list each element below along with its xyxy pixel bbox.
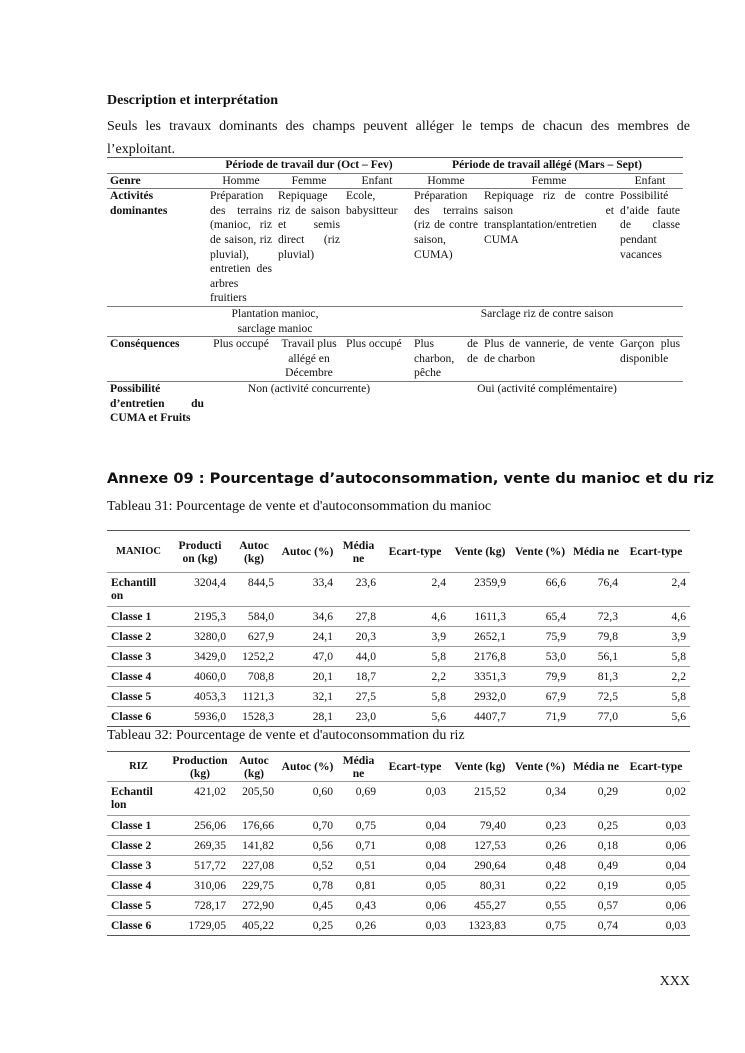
table-cell: 0,05 [622,876,690,896]
row-label: Classe 4 [107,667,170,687]
table-cell: 0,18 [570,836,622,856]
table-cell: 2,2 [380,667,450,687]
table-cell: 0,75 [337,816,380,836]
table-cell: 76,4 [570,573,622,607]
table-cell: 269,35 [170,836,230,856]
table-cell: 584,0 [230,607,278,627]
table-cell: 0,04 [380,816,450,836]
table-cell: 0,69 [337,782,380,816]
table-cell: 0,03 [380,916,450,936]
table-cell: 272,90 [230,896,278,916]
table-cell: 24,1 [278,627,337,647]
extra-light: Sarclage riz de contre saison [411,306,683,336]
table-cell: 256,06 [170,816,230,836]
activite-cell: Possibilité d’aide faute de classe pendant vacances [617,189,683,307]
table-cell: 4053,3 [170,687,230,707]
period-light: Période de travail allégé (Mars – Sept) [411,158,683,174]
table-cell: 3351,3 [450,667,510,687]
table-cell: 0,71 [337,836,380,856]
page-number: XXX [659,974,690,989]
activites-label: Activités dominantes [107,189,207,307]
table-cell: 3429,0 [170,647,230,667]
table-cell: 0,02 [622,782,690,816]
table-cell: 32,1 [278,687,337,707]
row-label: Classe 3 [107,647,170,667]
table-cell: 0,06 [380,896,450,916]
table-cell: 0,81 [337,876,380,896]
table-cell: 0,06 [622,836,690,856]
table-cell: 3,9 [380,627,450,647]
row-label: Classe 6 [107,707,170,727]
table-cell: 215,52 [450,782,510,816]
table32-caption: Tableau 32: Pourcentage de vente et d'autoconsommation du riz [107,728,465,743]
table-cell: 517,72 [170,856,230,876]
table-cell: 3204,4 [170,573,230,607]
table-cell: 72,3 [570,607,622,627]
table-row [107,647,690,667]
extra-hard: Plantation manioc, sarclage manioc [207,306,343,336]
table-cell: 33,4 [278,573,337,607]
table-cell: 2176,8 [450,647,510,667]
table-cell: 2,4 [380,573,450,607]
table-cell: 0,56 [278,836,337,856]
column-header: Ecart-type [622,752,690,782]
table-cell: 53,0 [510,647,570,667]
table-cell: 5,8 [380,687,450,707]
table-cell: 205,50 [230,782,278,816]
table-cell: 421,02 [170,782,230,816]
possibilite-label: Possibilité d’entretien du CUMA et Fruits [107,381,207,425]
table-cell: 0,03 [622,816,690,836]
period-header-row [107,158,683,174]
column-header: Vente (%) [510,752,570,782]
genre-cell: Enfant [343,173,411,189]
column-header: Producti on (kg) [170,531,230,573]
table-cell: 1121,3 [230,687,278,707]
genre-row [107,173,683,189]
activites-row [107,189,683,307]
table-cell: 1323,83 [450,916,510,936]
genre-cell: Femme [481,173,617,189]
table-cell: 79,8 [570,627,622,647]
table-cell: 67,9 [510,687,570,707]
table-cell: 405,22 [230,916,278,936]
table-cell: 20,3 [337,627,380,647]
table-cell: 728,17 [170,896,230,916]
table-cell: 20,1 [278,667,337,687]
table-cell: 0,19 [570,876,622,896]
table-cell: 0,43 [337,896,380,916]
column-header: Ecart-type [380,752,450,782]
table-cell: 0,29 [570,782,622,816]
manioc-table [107,530,690,727]
table-cell: 79,40 [450,816,510,836]
table-cell: 1252,2 [230,647,278,667]
table-cell: 0,06 [622,896,690,916]
table-cell: 3280,0 [170,627,230,647]
table-cell: 0,05 [380,876,450,896]
column-header: Ecart-type [380,531,450,573]
work-period-table [107,157,683,426]
table-cell: 141,82 [230,836,278,856]
column-header: Autoc (%) [278,531,337,573]
table-cell: 27,8 [337,607,380,627]
genre-cell: Homme [207,173,275,189]
activite-cell: Ecole, babysitteur [343,189,411,307]
consequences-label: Conséquences [107,337,207,382]
table-cell: 4,6 [380,607,450,627]
table-cell: 27,5 [337,687,380,707]
table-cell: 0,51 [337,856,380,876]
table-cell: 0,04 [380,856,450,876]
possibilite-row [107,381,683,425]
table-cell: 18,7 [337,667,380,687]
header-row [107,752,690,782]
column-header: Production (kg) [170,752,230,782]
table-cell: 3,9 [622,627,690,647]
table-row [107,836,690,856]
table-cell: 0,75 [510,916,570,936]
row-label: Classe 2 [107,627,170,647]
row-label: Classe 3 [107,856,170,876]
table-row [107,876,690,896]
table-cell: 0,26 [337,916,380,936]
table-cell: 0,60 [278,782,337,816]
table-cell: 2,4 [622,573,690,607]
annex-title: Annexe 09 : Pourcentage d’autoconsommation, vente du manioc et du riz [107,470,714,487]
table-cell: 0,34 [510,782,570,816]
activite-cell: Préparation des terrains (riz de contre saison, CUMA) [411,189,481,307]
table-cell: 310,06 [170,876,230,896]
genre-label: Genre [107,173,207,189]
table-cell: 455,27 [450,896,510,916]
activite-cell: Repiquage riz de contre saison et transplantation/entretien CUMA [481,189,617,307]
column-header: RIZ [107,752,170,782]
table-cell: 0,49 [570,856,622,876]
table-cell: 4,6 [622,607,690,627]
table-row [107,667,690,687]
column-header: Vente (kg) [450,752,510,782]
table-row [107,573,690,607]
row-label: Classe 5 [107,687,170,707]
table-cell: 28,1 [278,707,337,727]
table-cell: 0,26 [510,836,570,856]
row-label: Classe 1 [107,816,170,836]
table-cell: 71,9 [510,707,570,727]
row-label: Classe 5 [107,896,170,916]
table-cell: 66,6 [510,573,570,607]
table-cell: 0,55 [510,896,570,916]
table-cell: 627,9 [230,627,278,647]
table-cell: 0,70 [278,816,337,836]
table-cell: 844,5 [230,573,278,607]
column-header: MANIOC [107,531,170,573]
column-header: Autoc (%) [278,752,337,782]
table-cell: 0,74 [570,916,622,936]
table-cell: 229,75 [230,876,278,896]
table-cell: 2932,0 [450,687,510,707]
column-header: Média ne [337,752,380,782]
column-header: Média ne [570,531,622,573]
column-header: Autoc (kg) [230,531,278,573]
consequence-cell: Travail plus allégé en Décembre [275,337,343,382]
table-row [107,916,690,936]
table-cell: 0,78 [278,876,337,896]
genre-cell: Femme [275,173,343,189]
table-cell: 0,04 [622,856,690,876]
table-cell: 4407,7 [450,707,510,727]
table-cell: 290,64 [450,856,510,876]
consequences-row [107,337,683,382]
table-cell: 0,52 [278,856,337,876]
table-row [107,627,690,647]
table-row [107,607,690,627]
table-cell: 4060,0 [170,667,230,687]
consequence-cell: Plus occupé [343,337,411,382]
column-header: Média ne [570,752,622,782]
table-row [107,782,690,816]
table-row [107,856,690,876]
consequence-cell: Plus de charbon, de pêche [411,337,481,382]
table-cell: 5,8 [622,687,690,707]
table31-caption: Tableau 31: Pourcentage de vente et d'autoconsommation du manioc [107,499,492,514]
header-row [107,531,690,573]
table-cell: 56,1 [570,647,622,667]
table-cell: 0,25 [278,916,337,936]
table-cell: 5,8 [622,647,690,667]
table-row [107,896,690,916]
section-heading: Description et interprétation [107,93,279,108]
table-cell: 0,57 [570,896,622,916]
possibilite-light: Oui (activité complémentaire) [411,381,683,425]
row-label: Classe 6 [107,916,170,936]
table-cell: 44,0 [337,647,380,667]
table-cell: 0,25 [570,816,622,836]
table-cell: 176,66 [230,816,278,836]
table-cell: 79,9 [510,667,570,687]
table-cell: 77,0 [570,707,622,727]
table-cell: 0,03 [380,782,450,816]
table-cell: 72,5 [570,687,622,707]
table-cell: 2,2 [622,667,690,687]
table-cell: 0,22 [510,876,570,896]
consequence-cell: Plus de vannerie, de vente de charbon [481,337,617,382]
row-label: Classe 1 [107,607,170,627]
table-row [107,687,690,707]
table-cell: 1528,3 [230,707,278,727]
table-cell: 0,23 [510,816,570,836]
table-cell: 0,45 [278,896,337,916]
row-label: Classe 2 [107,836,170,856]
activite-cell: Préparation des terrains (manioc, riz de saison, riz pluvial), entretien des arbres fruitiers [207,189,275,307]
table-cell: 23,6 [337,573,380,607]
column-header: Ecart-type [622,531,690,573]
activite-cell: Repiquage riz de saison et semis direct (riz pluvial) [275,189,343,307]
column-header: Vente (%) [510,531,570,573]
extra-activites-row [107,306,683,336]
table-cell: 5936,0 [170,707,230,727]
row-label: Classe 4 [107,876,170,896]
table-cell: 2195,3 [170,607,230,627]
table-cell: 2652,1 [450,627,510,647]
table-cell: 227,08 [230,856,278,876]
period-hard: Période de travail dur (Oct – Fev) [207,158,411,174]
table-cell: 23,0 [337,707,380,727]
table-cell: 1611,3 [450,607,510,627]
table-row [107,816,690,836]
table-cell: 47,0 [278,647,337,667]
genre-cell: Enfant [617,173,683,189]
table-cell: 0,48 [510,856,570,876]
column-header: Média ne [337,531,380,573]
table-cell: 5,6 [380,707,450,727]
table-cell: 0,08 [380,836,450,856]
column-header: Vente (kg) [450,531,510,573]
table-cell: 2359,9 [450,573,510,607]
table-cell: 34,6 [278,607,337,627]
consequence-cell: Garçon plus disponible [617,337,683,382]
intro-paragraph: Seuls les travaux dominants des champs peuvent alléger le temps de chacun des membres de l’exploitant. [107,119,690,157]
table-cell: 127,53 [450,836,510,856]
riz-table [107,751,690,936]
table-cell: 5,6 [622,707,690,727]
table-cell: 65,4 [510,607,570,627]
consequence-cell: Plus occupé [207,337,275,382]
table-row [107,707,690,727]
table-cell: 708,8 [230,667,278,687]
table-cell: 80,31 [450,876,510,896]
table-cell: 0,03 [622,916,690,936]
row-label: Echantill on [107,573,170,607]
table-cell: 1729,05 [170,916,230,936]
table-cell: 5,8 [380,647,450,667]
row-label: Echantil lon [107,782,170,816]
possibilite-hard: Non (activité concurrente) [207,381,411,425]
genre-cell: Homme [411,173,481,189]
table-cell: 81,3 [570,667,622,687]
table-cell: 75,9 [510,627,570,647]
column-header: Autoc (kg) [230,752,278,782]
